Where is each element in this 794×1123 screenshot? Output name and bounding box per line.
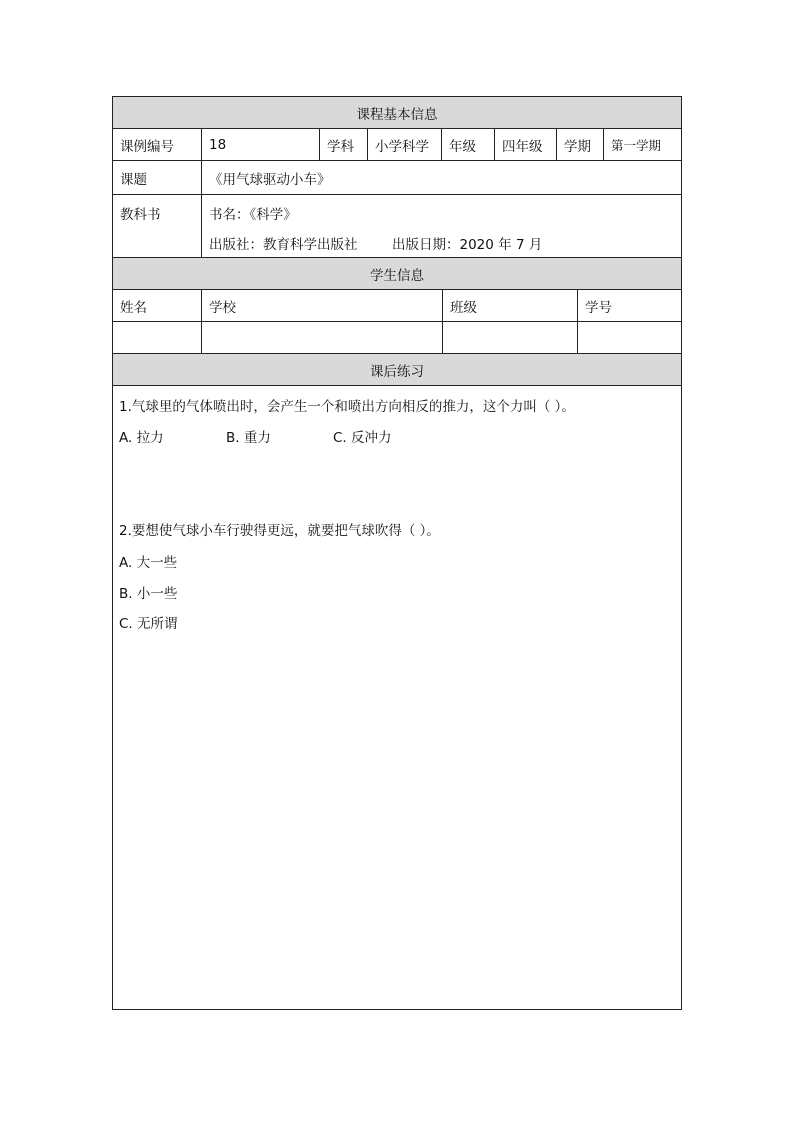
basic-info-header bbox=[113, 97, 681, 129]
student-value-row bbox=[113, 322, 681, 354]
subject-value: 小学科学 bbox=[368, 129, 442, 160]
q2-option-b: B. 小一些 bbox=[119, 586, 178, 602]
grade-label: 年级 bbox=[442, 129, 495, 160]
student-label-row bbox=[113, 290, 681, 322]
class-label: 班级 bbox=[443, 290, 578, 321]
lesson-no-label: 课例编号 bbox=[113, 129, 202, 160]
publisher: 出版社：教育科学出版社 bbox=[209, 237, 358, 253]
student-id-field[interactable] bbox=[578, 322, 681, 353]
q1-option-c: C. 反冲力 bbox=[333, 430, 392, 446]
lesson-meta-row bbox=[113, 129, 681, 161]
textbook-label: 教科书 bbox=[113, 195, 202, 257]
basic-info-title: 课程基本信息 bbox=[356, 106, 438, 123]
publish-date: 出版日期：2020 年 7 月 bbox=[392, 237, 543, 253]
worksheet-table bbox=[112, 96, 682, 1010]
student-info-header bbox=[113, 258, 681, 290]
student-id-label: 学号 bbox=[585, 299, 612, 316]
q2-option-c: C. 无所谓 bbox=[119, 616, 178, 632]
topic-value: 《用气球驱动小车》 bbox=[209, 171, 331, 188]
exercise-header bbox=[113, 354, 681, 386]
q1-option-b: B. 重力 bbox=[226, 430, 271, 446]
class-field[interactable] bbox=[443, 322, 578, 353]
question-2: 2.要想使气球小车行驶得更远，就要把气球吹得（ ）。 bbox=[119, 523, 440, 539]
subject-label: 学科 bbox=[320, 129, 368, 160]
name-field[interactable] bbox=[113, 322, 202, 353]
q1-option-a: A. 拉力 bbox=[119, 430, 164, 446]
lesson-no-value: 18 bbox=[202, 129, 320, 160]
topic-label: 课题 bbox=[113, 161, 202, 194]
term-value: 第一学期 bbox=[611, 137, 662, 153]
q2-option-a: A. 大一些 bbox=[119, 555, 178, 571]
term-label: 学期 bbox=[557, 129, 604, 160]
student-info-title: 学生信息 bbox=[370, 267, 424, 284]
school-field[interactable] bbox=[202, 322, 443, 353]
name-label: 姓名 bbox=[113, 290, 202, 321]
exercise-body bbox=[113, 386, 681, 1009]
grade-value: 四年级 bbox=[495, 129, 557, 160]
book-name: 书名：《科学》 bbox=[209, 207, 297, 223]
school-label: 学校 bbox=[202, 290, 443, 321]
exercise-title: 课后练习 bbox=[370, 363, 424, 380]
textbook-row bbox=[113, 195, 681, 258]
question-1: 1.气球里的气体喷出时，会产生一个和喷出方向相反的推力，这个力叫（ ）。 bbox=[119, 399, 575, 415]
textbook-value bbox=[202, 195, 681, 257]
topic-row bbox=[113, 161, 681, 195]
